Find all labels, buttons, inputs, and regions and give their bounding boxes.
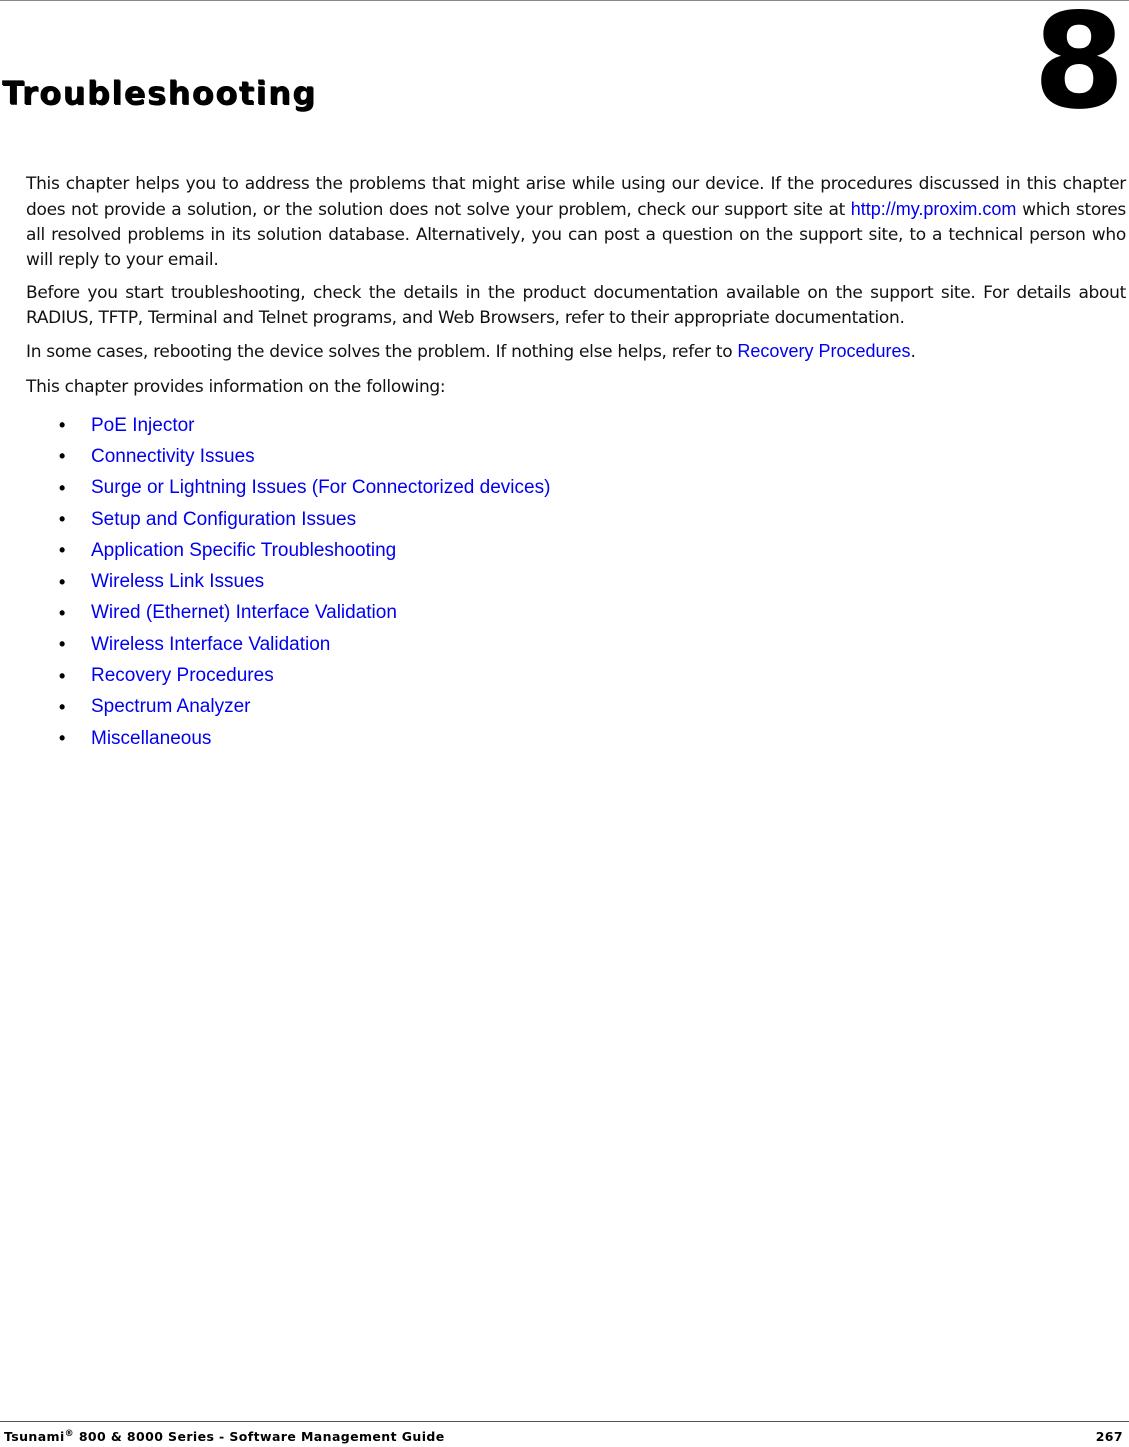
- topic-link-connectivity-issues[interactable]: Connectivity Issues: [91, 445, 255, 467]
- list-item: [26, 566, 1126, 597]
- topic-link-spectrum-analyzer[interactable]: Spectrum Analyzer: [91, 696, 251, 718]
- topic-link-wireless-link-issues[interactable]: Wireless Link Issues: [91, 571, 265, 593]
- list-item: [26, 441, 1126, 472]
- list-item: [26, 473, 1126, 504]
- topic-link-miscellaneous[interactable]: Miscellaneous: [91, 727, 212, 749]
- list-item: [26, 692, 1126, 723]
- footer-guide-title: [4, 1429, 445, 1444]
- bullet-icon: •: [59, 477, 66, 498]
- list-item: [26, 723, 1126, 754]
- chapter-body: [26, 172, 1126, 754]
- list-item: [26, 410, 1126, 441]
- rebooting-paragraph: [26, 339, 1126, 365]
- prerequisites-paragraph: Before you start troubleshooting, check the details in the product documentation available on the support site. For details about RADIUS, TFTP, Terminal and Telnet programs, and Web Browsers, refer to their appropriate documentation.: [26, 283, 1126, 328]
- intro-paragraph: [26, 172, 1126, 273]
- list-item: [26, 535, 1126, 566]
- bullet-icon: •: [59, 665, 66, 686]
- list-item: [26, 598, 1126, 629]
- list-item: [26, 660, 1126, 691]
- topic-link-wired-interface-validation[interactable]: Wired (Ethernet) Interface Validation: [91, 602, 397, 624]
- topic-link-poe-injector[interactable]: PoE Injector: [91, 414, 195, 436]
- support-site-link[interactable]: http://my.proxim.com: [850, 199, 1017, 219]
- topic-link-setup-configuration-issues[interactable]: Setup and Configuration Issues: [91, 508, 357, 530]
- page-number: 267: [1095, 1429, 1123, 1444]
- bullet-icon: •: [59, 446, 66, 467]
- list-item: [26, 629, 1126, 660]
- intro-text-start: This chapter helps you to address the problems that might arise while using our device. If the procedures discussed in this chapter does not provide a solution, or the solution does not solve your problem, check our support site at: [26, 174, 1126, 220]
- toc-intro-paragraph: This chapter provides information on the following:: [26, 377, 446, 397]
- bullet-icon: •: [59, 571, 66, 592]
- bullet-icon: •: [59, 634, 66, 655]
- list-item: [26, 504, 1126, 535]
- intro-text-end: which stores all resolved problems in its solution database. Alternatively, you can post a question on the support site, to a technical person who will reply to your email.: [26, 200, 1126, 270]
- bullet-icon: •: [59, 728, 66, 749]
- chapter-title: Troubleshooting: [2, 74, 317, 112]
- topics-list: [26, 410, 1126, 754]
- registered-mark: ®: [64, 1429, 75, 1439]
- bullet-icon: •: [59, 696, 66, 717]
- page-footer: [4, 1429, 1123, 1444]
- rebooting-text: In some cases, rebooting the device solves the problem. If nothing else helps, refer to: [26, 342, 738, 362]
- recovery-procedures-link[interactable]: Recovery Procedures: [737, 341, 911, 361]
- footer-brand: Tsunami: [4, 1429, 65, 1445]
- bullet-icon: •: [59, 415, 66, 436]
- bullet-icon: •: [59, 540, 66, 561]
- footer-guide-name: 800 & 8000 Series - Software Management Guide: [74, 1429, 445, 1445]
- rebooting-period: .: [910, 342, 916, 362]
- chapter-number: 8: [1033, 0, 1125, 139]
- footer-rule: [0, 1421, 1129, 1422]
- topic-link-recovery-procedures[interactable]: Recovery Procedures: [91, 665, 274, 687]
- topic-link-surge-lightning-issues[interactable]: Surge or Lightning Issues (For Connectorized devices): [91, 477, 551, 499]
- bullet-icon: •: [59, 509, 66, 530]
- topic-link-application-troubleshooting[interactable]: Application Specific Troubleshooting: [91, 539, 397, 561]
- topic-link-wireless-interface-validation[interactable]: Wireless Interface Validation: [91, 633, 331, 655]
- bullet-icon: •: [59, 602, 66, 623]
- top-rule: [0, 0, 1129, 1]
